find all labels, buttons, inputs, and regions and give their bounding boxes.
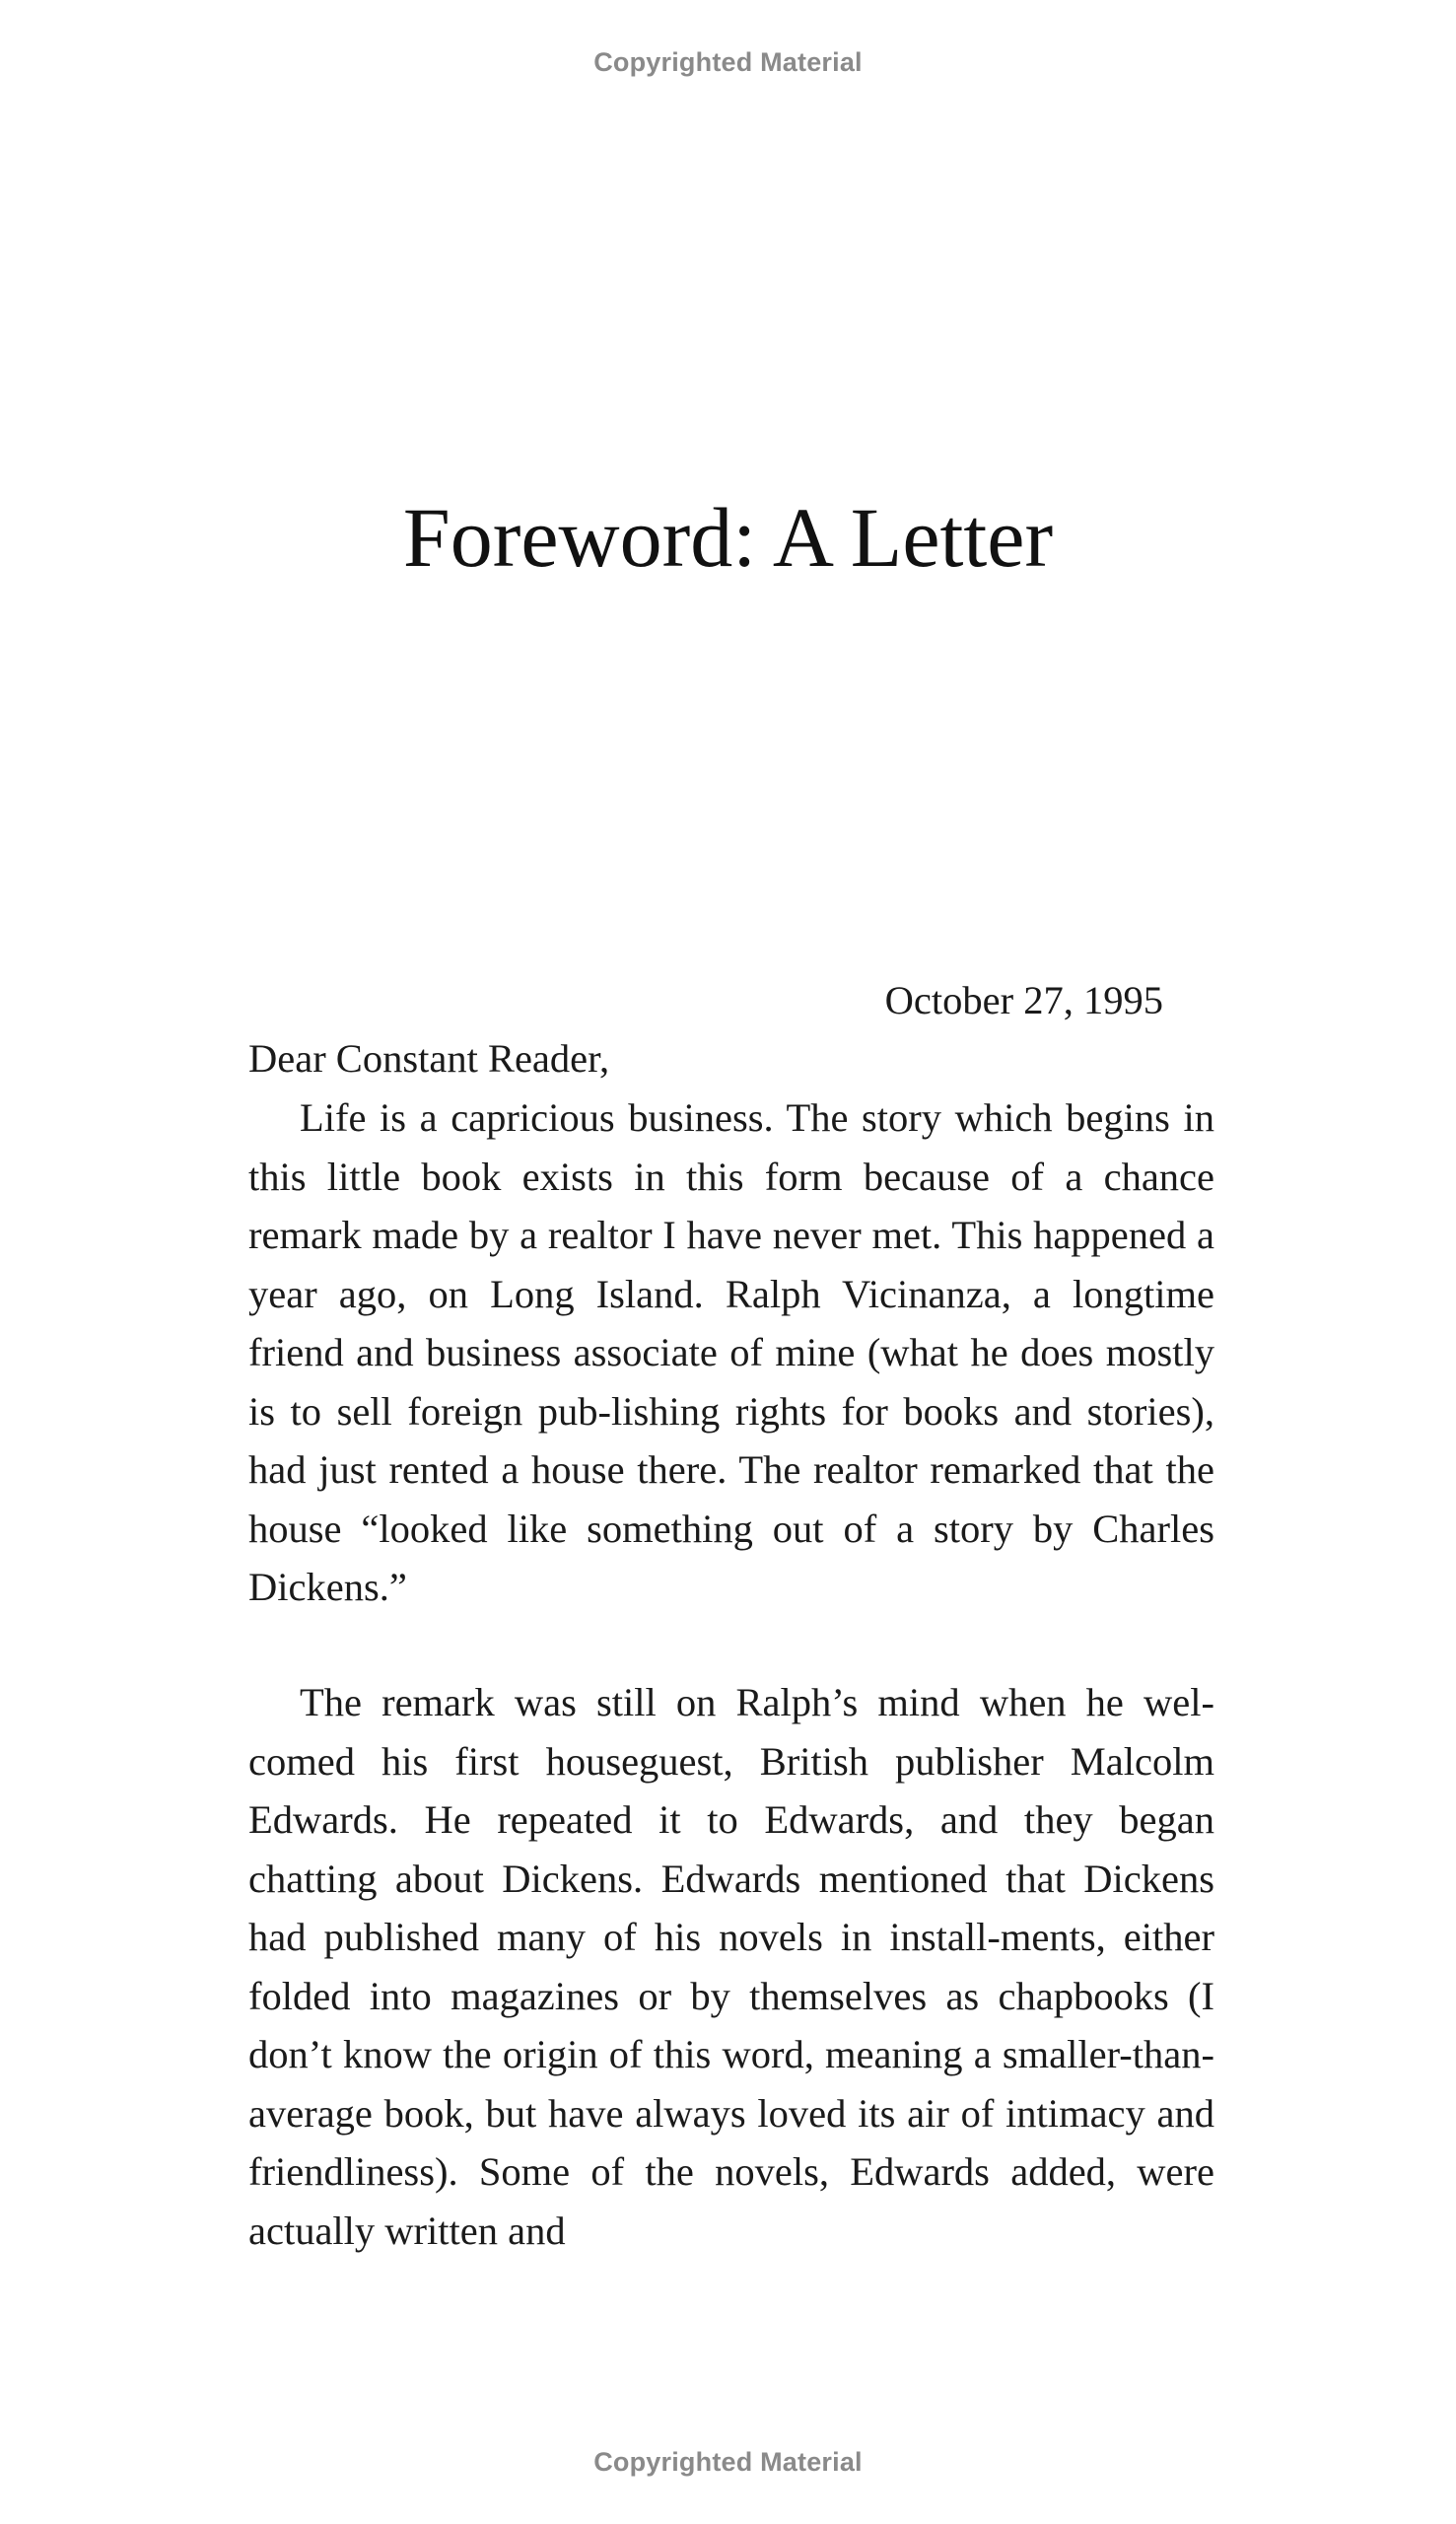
letter-date: October 27, 1995 [884, 978, 1163, 1022]
letter-body-paragraph-2 [248, 1673, 1214, 2260]
watermark-top: Copyrighted Material [593, 47, 863, 77]
chapter-title: Foreword: A Letter [402, 490, 1054, 585]
watermark-bottom: Copyrighted Material [593, 2447, 863, 2477]
letter-body-paragraph-1 [248, 1088, 1214, 1617]
letter-salutation: Dear Constant Reader, [248, 1036, 610, 1081]
paragraph-text: Life is a capricious business. The story which begins in this little book exists in this form because of a chance remark made by a realtor I have never met. This happened a year ago, on Long Island. Ralph Vicinanza, a longtime friend and business associate of mine (what he does mostly is to sell foreign pub-lishing rights for books and stories), had just rented a house there. The realtor remarked that the house “looked like something out of a story by Charles Dickens.” [248, 1095, 1214, 1609]
paragraph-text: The remark was still on Ralph’s mind when he wel-comed his first houseguest, British publisher Malcolm Edwards. He repeated it to Edwards, and they began chatting about Dickens. Edwards mentioned that Dickens had published many of his novels in install-ments, either folded into magazines or by themselves as chapbooks (I don’t know the origin of this word, meaning a smaller-than-average book, but have always loved its air of intimacy and friendliness). Some of the novels, Edwards added, were actually written and [248, 1680, 1214, 2253]
